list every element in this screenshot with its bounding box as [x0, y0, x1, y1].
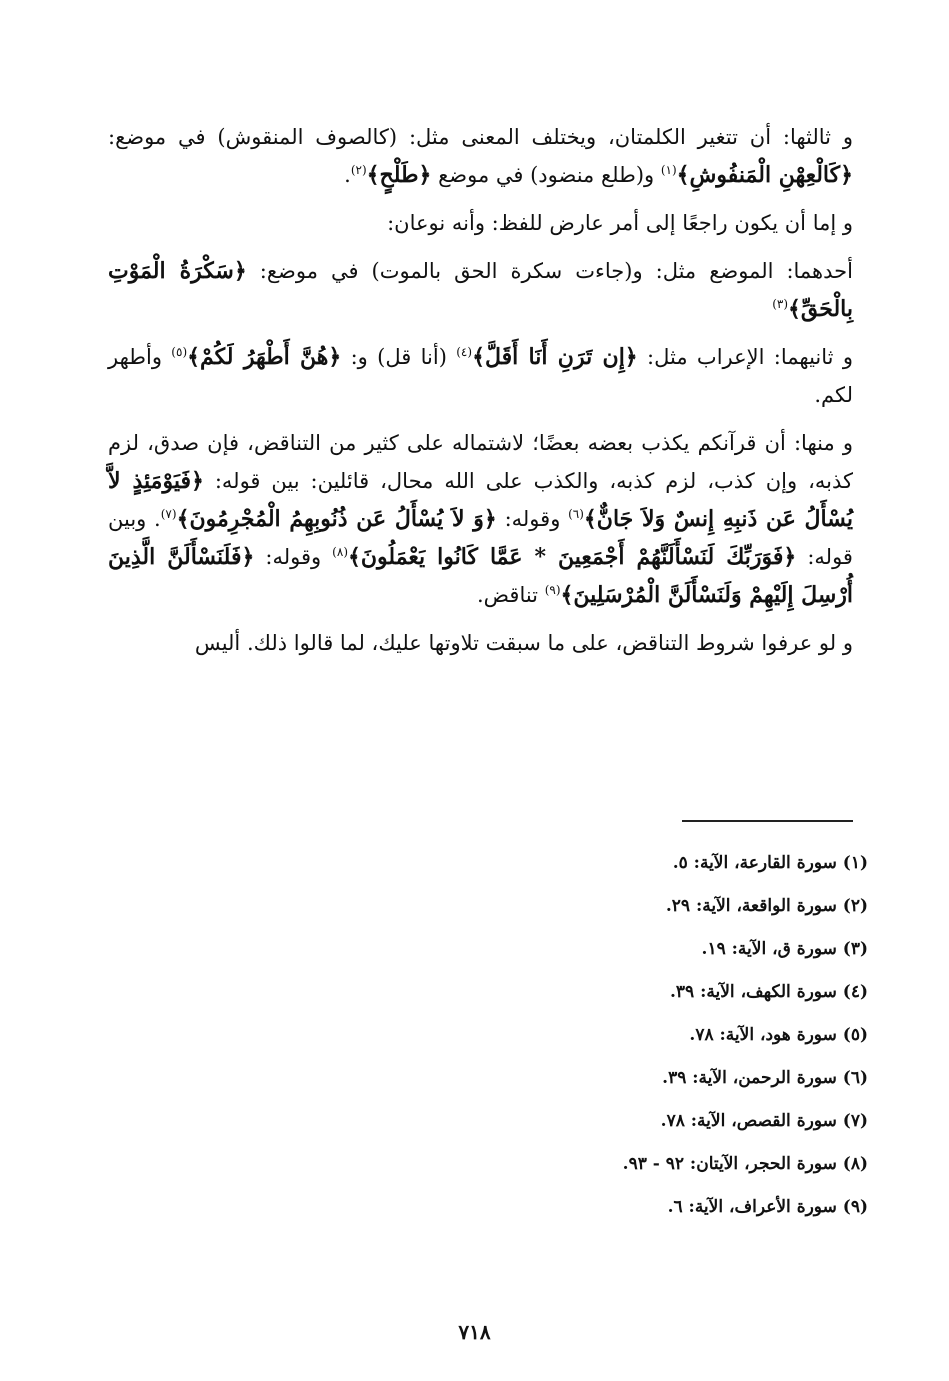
text-run: و ثانيهما: الإعراب مثل: [637, 345, 853, 369]
main-text [108, 118, 853, 672]
text-run: وأطهر لكم. [108, 345, 853, 407]
text-run: . وبين قوله: [108, 507, 853, 569]
paragraph [108, 624, 853, 662]
footnote-ref: (٢) [350, 163, 367, 177]
text-run: و إما أن يكون راجعًا إلى أمر عارض للفظ: وأنه نوعان: [387, 211, 853, 235]
footnote-ref: (٧) [160, 507, 177, 521]
quran-verse: ﴿وَ لاَ يُسْأَلُ عَن ذُنُوبِهِمُ الْمُجْرِمُونَ﴾ [176, 506, 497, 532]
quran-verse: ﴿فَوَرَبِّكَ لَنَسْأَلَنَّهُمْ أَجْمَعِينَ * عَمَّا كَانُوا يَعْمَلُونَ﴾ [348, 544, 797, 570]
footnote: (٧) سورة القصص، الآية: ٧٨. [660, 1111, 868, 1131]
footnote: (٥) سورة هود، الآية: ٧٨. [689, 1025, 868, 1045]
text-run: و ثالثها: أن تتغير الكلمتان، ويختلف المعنى مثل: (كالصوف المنقوش) في موضع: [108, 125, 853, 149]
text-run: وقوله: [496, 507, 569, 531]
quran-verse: ﴿إِن تَرَنِ أَنَا أَقَلَّ﴾ [472, 344, 638, 370]
footnote-ref: (١) [660, 163, 677, 177]
footnote: (٩) سورة الأعراف، الآية: ٦. [667, 1197, 868, 1217]
footnote: (١) سورة القارعة، الآية: ٥. [672, 853, 868, 873]
quran-verse: ﴿هُنَّ أَطْهَرُ لَكُمْ﴾ [187, 344, 342, 370]
quran-verse: ﴿فَيَوْمَئِذٍ لاَّ يُسْأَلُ عَن ذَنبِهِ إِنسٌ وَلاَ جَانٌّ﴾ [108, 468, 853, 532]
page-number: ٧١٨ [458, 1320, 491, 1344]
footnote-ref: (٥) [171, 345, 188, 359]
footnote: (٣) سورة ق، الآية: ١٩. [701, 939, 868, 959]
quran-verse: ﴿سَكْرَةُ الْمَوْتِ بِالْحَقِّ﴾ [108, 258, 853, 322]
text-run: أحدهما: الموضع مثل: و(جاءت سكرة الحق بالموت) في موضع: [246, 259, 853, 283]
quran-verse: ﴿كَالْعِهْنِ الْمَنفُوشِ﴾ [676, 162, 853, 188]
footnote: (٢) سورة الواقعة، الآية: ٢٩. [665, 896, 868, 916]
footnote-ref: (٤) [456, 345, 473, 359]
paragraph [108, 424, 853, 614]
quran-verse: ﴿فَلَنَسْأَلَنَّ الَّذِينَ أُرْسِلَ إِلَيْهِمْ وَلَنَسْأَلَنَّ الْمُرْسَلِينَ﴾ [108, 544, 853, 608]
footnote-ref: (٣) [772, 297, 789, 311]
paragraph [108, 204, 853, 242]
text-run: و لو عرفوا شروط التناقض، على ما سبقت تلاوتها عليك، لما قالوا ذلك. أليس [194, 631, 853, 655]
paragraph [108, 338, 853, 414]
text-run: (أنا قل) و: [341, 345, 457, 369]
footnotes [108, 842, 868, 1229]
footnote: (٦) سورة الرحمن، الآية: ٣٩. [662, 1068, 868, 1088]
quran-verse: ﴿طَلْحٍ﴾ [366, 162, 432, 188]
footnote-divider [682, 820, 853, 822]
paragraph [108, 118, 853, 194]
footnote: (٨) سورة الحجر، الآيتان: ٩٢ - ٩٣. [622, 1154, 868, 1174]
text-run: و(طلع منضود) في موضع [431, 163, 661, 187]
text-run: وقوله: [254, 545, 333, 569]
text-run: و منها: أن قرآنكم يكذب بعضه بعضًا؛ لاشتماله على كثير من التناقض، فإن صدق، لزم كذبه، وإن كذب، لزم كذبه، والكذب على الله محال، قائلين: بين قوله: [108, 431, 853, 493]
footnote-ref: (٨) [332, 545, 348, 559]
footnote-ref: (٦) [568, 507, 584, 521]
text-run: تناقض. [477, 583, 545, 607]
text-run: . [344, 163, 351, 187]
footnote-ref: (٩) [544, 583, 561, 597]
paragraph [108, 252, 853, 328]
footnote: (٤) سورة الكهف، الآية: ٣٩. [670, 982, 868, 1002]
